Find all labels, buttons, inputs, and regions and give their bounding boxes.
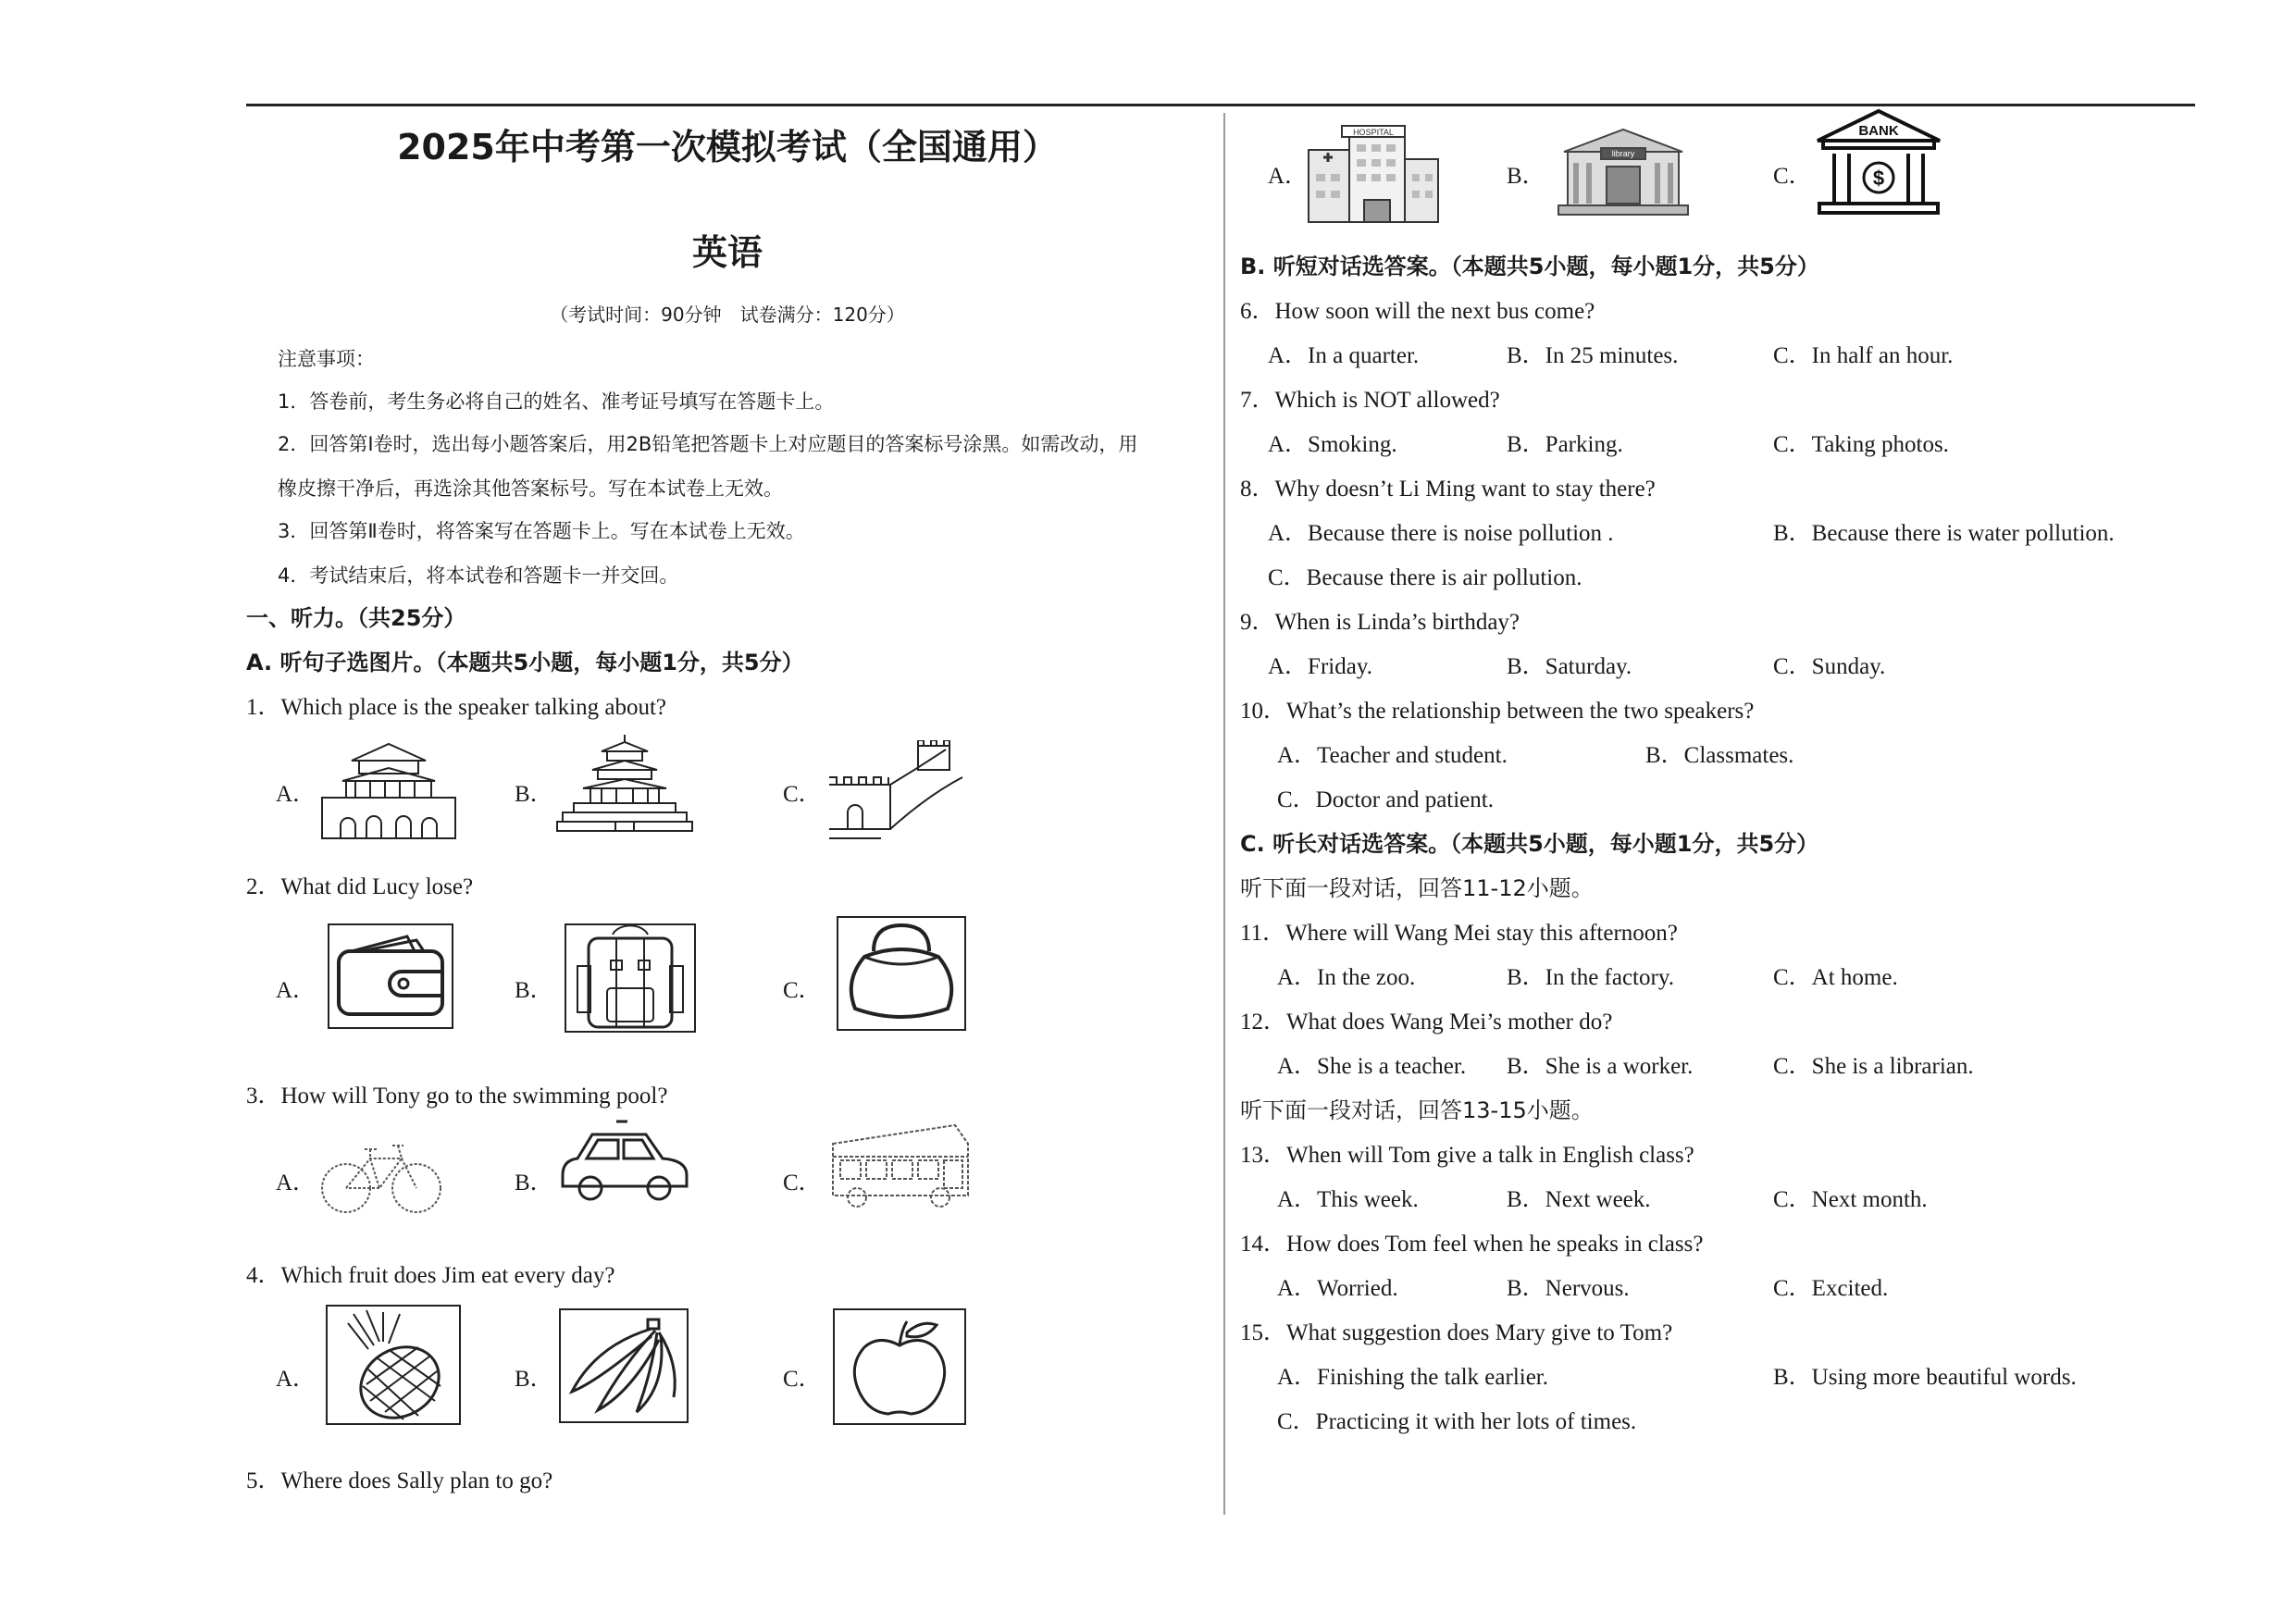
answer-option: A．In a quarter. [1268,343,1420,368]
answer-option: A．Teacher and student. [1277,743,1508,768]
answer-option: A．In the zoo. [1277,965,1416,990]
note-item: 3．回答第Ⅱ卷时，将答案写在答题卡上。写在本试卷上无效。 [278,520,805,542]
option-label: B． [515,1367,553,1392]
question-stem: 15．What suggestion does Mary give to Tom? [1240,1320,1673,1345]
option-label: A． [276,782,316,807]
section-b-title: B. 听短对话选答案。（本题共5小题，每小题1分，共5分） [1240,254,1819,279]
option-label: A． [276,978,316,1003]
question-stem: 5．Where does Sally plan to go? [246,1468,553,1493]
question-stem: 3．How will Tony go to the swimming pool? [246,1084,668,1109]
option-label: A． [276,1367,316,1392]
answer-option: B．Next week. [1507,1187,1651,1212]
section-c-title: C. 听长对话选答案。（本题共5小题，每小题1分，共5分） [1240,831,1819,857]
answer-option: C．Because there is air pollution. [1268,565,1582,590]
wallet-icon [328,923,453,1029]
answer-option: B．Parking. [1507,432,1623,457]
option-label: C． [783,1171,822,1196]
question-stem: 11．Where will Wang Mei stay this afternoon? [1240,921,1678,946]
option-label: A． [1268,164,1309,189]
part1-title: 一、听力。（共25分） [246,605,466,631]
option-label: C． [783,782,822,807]
answer-option: A．Because there is noise pollution . [1268,521,1614,546]
hospital-sign: HOSPITAL [1353,128,1394,137]
question-stem: 1．Which place is the speaker talking about? [246,695,667,720]
answer-option: C．Practicing it with her lots of times. [1277,1409,1637,1434]
answer-option: A．Finishing the talk earlier. [1277,1365,1549,1390]
answer-option: B．Saturday. [1507,654,1632,679]
option-label: B． [1507,164,1545,189]
backpack-icon [565,923,696,1033]
section-a-title: A. 听句子选图片。（本题共5小题，每小题1分，共5分） [246,650,804,675]
question-stem: 10．What’s the relationship between the two speakers? [1240,699,1755,724]
exam-info: （考试时间：90分钟 试卷满分：120分） [550,304,905,326]
answer-option: C．In half an hour. [1773,343,1954,368]
answer-option: C．Sunday. [1773,654,1886,679]
note-item: 4．考试结束后，将本试卷和答题卡一并交回。 [278,564,679,587]
notes-heading: 注意事项： [278,348,375,370]
note-item: 1．答卷前，考生务必将自己的姓名、准考证号填写在答题卡上。 [278,390,835,413]
exam-title: 2025年中考第一次模拟考试（全国通用） [397,127,1058,167]
bananas-icon [559,1308,689,1423]
tiananmen-icon [315,740,463,842]
exam-subject: 英语 [691,232,763,273]
temple-of-heaven-icon [555,733,694,835]
answer-option: A．Friday. [1268,654,1372,679]
question-stem: 12．What does Wang Mei’s mother do? [1240,1010,1613,1035]
option-label: C． [783,1367,822,1392]
answer-option: C．She is a librarian. [1773,1054,1974,1079]
library-icon [1555,124,1692,217]
answer-option: B．In 25 minutes. [1507,343,1679,368]
option-label: B． [515,782,553,807]
bank-icon [1814,107,1943,218]
answer-option: A．This week. [1277,1187,1419,1212]
great-wall-icon [825,740,964,842]
answer-option: C．Excited. [1773,1276,1889,1301]
note-item: 2．回答第Ⅰ卷时，选出每小题答案后，用2B铅笔把答题卡上对应题目的答案标号涂黑。如需改动，用 [278,433,1138,455]
bicycle-icon [318,1131,444,1220]
library-sign: library [1611,149,1635,158]
answer-option: B．Because there is water pollution. [1773,521,2115,546]
answer-option: C．Next month. [1773,1187,1928,1212]
bank-sign: BANK [1858,123,1899,139]
answer-option: A．Smoking. [1268,432,1397,457]
dialogue-intro: 听下面一段对话，回答11-12小题。 [1240,875,1594,901]
question-stem: 2．What did Lucy lose? [246,874,474,899]
question-stem: 14．How does Tom feel when he speaks in class? [1240,1232,1704,1257]
answer-option: B．Classmates. [1645,743,1794,768]
option-label: C． [783,978,822,1003]
answer-option: A．She is a teacher. [1277,1054,1467,1079]
apple-icon [833,1308,966,1425]
column-divider [1223,113,1225,1515]
option-label: B． [515,1171,553,1196]
bus-icon [829,1116,972,1212]
answer-option: B．Using more beautiful words. [1773,1365,2077,1390]
answer-option: B．In the factory. [1507,965,1674,990]
option-label: A． [276,1171,316,1196]
answer-option: C．Doctor and patient. [1277,787,1494,812]
question-stem: 8．Why doesn’t Li Ming want to stay there? [1240,477,1656,502]
dialogue-intro: 听下面一段对话，回答13-15小题。 [1240,1097,1594,1123]
svg-text:$: $ [1872,167,1885,190]
answer-option: C．At home. [1773,965,1898,990]
answer-option: B．Nervous. [1507,1276,1630,1301]
question-stem: 6．How soon will the next bus come? [1240,299,1595,324]
answer-option: C．Taking photos. [1773,432,1949,457]
answer-option: A．Worried. [1277,1276,1398,1301]
question-stem: 7．Which is NOT allowed? [1240,388,1500,413]
top-rule [246,104,2195,106]
option-label: C． [1773,164,1812,189]
question-stem: 13．When will Tom give a talk in English class? [1240,1143,1694,1168]
pineapple-icon [326,1305,461,1425]
car-icon [557,1120,692,1208]
handbag-icon [837,916,966,1031]
question-stem: 4．Which fruit does Jim eat every day? [246,1263,615,1288]
question-stem: 9．When is Linda’s birthday? [1240,610,1520,635]
option-label: B． [515,978,553,1003]
hospital-icon [1305,122,1442,224]
answer-option: B．She is a worker. [1507,1054,1694,1079]
note-item: 橡皮擦干净后，再选涂其他答案标号。写在本试卷上无效。 [278,477,783,500]
